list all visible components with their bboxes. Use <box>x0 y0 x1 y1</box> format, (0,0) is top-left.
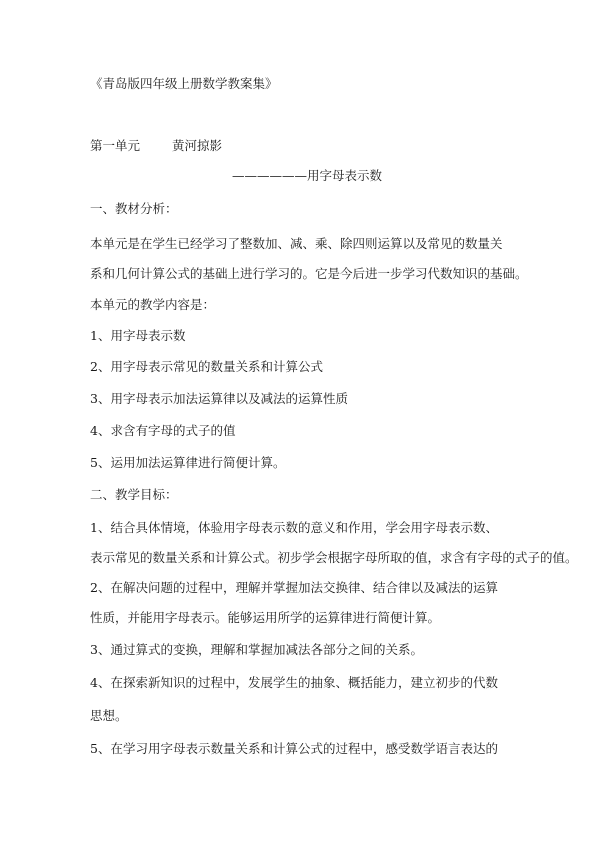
list-item: 1、用字母表示数 <box>90 328 186 343</box>
goal-line: 表示常见的数量关系和计算公式。初步学会根据字母所取的值，求含有字母的式子的值。 <box>90 550 578 565</box>
unit-name: 黄河掠影 <box>172 138 223 153</box>
list-item: 3、用字母表示加法运算律以及减法的运算性质 <box>90 391 348 406</box>
list-item: 5、运用加法运算律进行简便计算。 <box>90 455 286 470</box>
unit-subtitle: ——————用字母表示数 <box>232 168 383 183</box>
goal-line: 1、结合具体情境，体验用字母表示数的意义和作用，学会用字母表示数、 <box>90 520 498 535</box>
section-heading-goals: 二、教学目标： <box>90 487 178 502</box>
unit-label: 第一单元 <box>90 138 141 153</box>
goal-line: 3、通过算式的变换，理解和掌握加减法各部分之间的关系。 <box>90 642 423 657</box>
paragraph-line: 本单元是在学生已经学习了整数加、减、乘、除四则运算以及常见的数量关 <box>90 236 503 251</box>
goal-line: 5、在学习用字母表示数量关系和计算公式的过程中，感受数学语言表达的 <box>90 741 498 756</box>
paragraph-line: 系和几何计算公式的基础上进行学习的。它是今后进一步学习代数知识的基础。 <box>90 266 528 281</box>
section-heading-analysis: 一、教材分析： <box>90 201 178 216</box>
list-item: 2、用字母表示常见的数量关系和计算公式 <box>90 359 323 374</box>
document-title: 《青岛版四年级上册数学教案集》 <box>90 76 278 91</box>
goal-line: 思想。 <box>90 708 128 723</box>
goal-line: 性质，并能用字母表示。能够运用所学的运算律进行简便计算。 <box>90 610 441 625</box>
unit-heading <box>90 138 222 154</box>
list-item: 4、求含有字母的式子的值 <box>90 423 236 438</box>
content-intro: 本单元的教学内容是： <box>90 297 216 312</box>
goal-line: 4、在探索新知识的过程中，发展学生的抽象、概括能力，建立初步的代数 <box>90 675 498 690</box>
goal-line: 2、在解决问题的过程中，理解并掌握加法交换律、结合律以及减法的运算 <box>90 580 498 595</box>
